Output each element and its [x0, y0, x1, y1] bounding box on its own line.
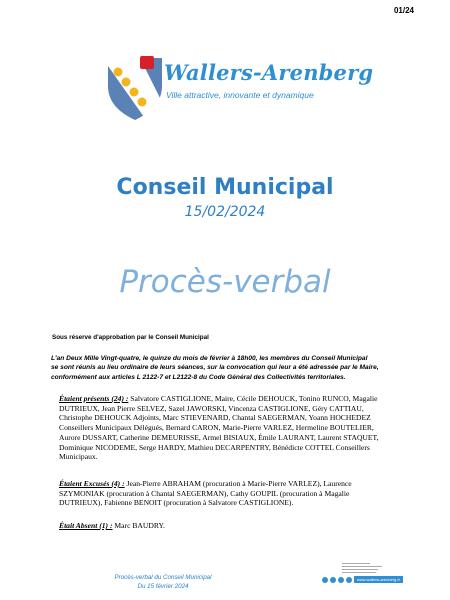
excuses-line: Jean-Pierre ABRAHAM (procuration à Marie-Pierre VARLEZ), Laurence	[124, 479, 352, 488]
intro-line: conformément aux articles L 2122-7 et L2122-8 du Code Général des Collectivités territoriales.	[51, 373, 346, 381]
approval-note: Sous réserve d'approbation par le Conseil Municipal	[52, 334, 209, 341]
presents-line: Aurore DUSSART, Catherine DEMEURISSE, Armel BISIAUX, Émile LAURANT, Laurent STAQUET,	[59, 432, 379, 442]
facebook-icon	[322, 577, 328, 583]
youtube-icon	[338, 577, 344, 583]
excuses-line: DUTRIEUX), Fabienne BENOIT (procuration à Salvatore CASTIGLIONE).	[59, 498, 294, 508]
absent-line: Marc BAUDRY.	[112, 521, 165, 530]
excuses-line: SZYMONIAK (procuration à Chantal SAEGERMAN), Cathy GOUPIL (procuration à Magalie	[59, 488, 350, 498]
coat-of-arms-icon	[104, 52, 166, 122]
presents-line: Conseillers Municipaux Délégués, Bernard CARON, Marie-Pierre VARLEZ, Hermeline BOUTELIER,	[59, 423, 374, 433]
footer-contact	[322, 563, 403, 583]
footer-line: Du 15 février 2024	[137, 583, 189, 590]
absent-section	[59, 521, 411, 531]
intro-line: se sont réunis au lieu ordinaire de leurs séances, sur la convocation qui leur a été adressée par le Maire,	[51, 364, 379, 372]
presents-section	[59, 394, 411, 462]
excuses-label: Étaient Excusés (4) :	[59, 479, 125, 488]
social-bar	[322, 576, 403, 583]
footer-caption	[108, 573, 218, 591]
intro-paragraph	[51, 354, 411, 382]
town-logo	[104, 52, 166, 127]
document-type: Procès-verbal	[119, 264, 331, 300]
absent-label: Était Absent (1) :	[59, 521, 113, 530]
intro-line: L'an Deux Mille Vingt-quatre, le quinze du mois de février à 18h00, les membres du Conseil Municipal	[51, 355, 368, 362]
website-link[interactable]: www.wallers-arenberg.fr	[354, 576, 403, 583]
linkedin-icon	[346, 577, 352, 583]
address-lines	[342, 563, 382, 573]
presents-line: DUTRIEUX, Jean Pierre SELVEZ, Sazel JAWORSKI, Vincenza CASTIGLIONE, Géry CATTIAU,	[59, 403, 364, 413]
page-number: 01/24	[393, 6, 414, 15]
page-title: Conseil Municipal	[116, 175, 334, 200]
brand-name: Wallers-Arenberg	[164, 60, 374, 85]
footer-line: Procès-verbal du Conseil Municipal	[114, 574, 212, 581]
presents-line: Christophe DEHOUCK Adjoints, Marc STIEVENARD, Chantal SAEGERMAN, Yoann HOCHEDEZ	[59, 413, 371, 423]
presents-line: Municipaux.	[59, 452, 98, 462]
presents-line: Dominique NICODEME, Serge HARDY, Mathieu DECARPENTRY, Bénédicte COTTEL Conseillers	[59, 442, 370, 452]
instagram-icon	[330, 577, 336, 583]
brand-tagline: Ville attractive, innovante et dynamique	[166, 90, 314, 100]
presents-label: Étaient présents (24) :	[59, 394, 129, 403]
excuses-section	[59, 479, 411, 508]
presents-line: Salvatore CASTIGLIONE, Maire, Cécile DEHOUCK, Tonino RUNCO, Magalie	[128, 394, 378, 403]
meeting-date: 15/02/2024	[184, 204, 266, 220]
